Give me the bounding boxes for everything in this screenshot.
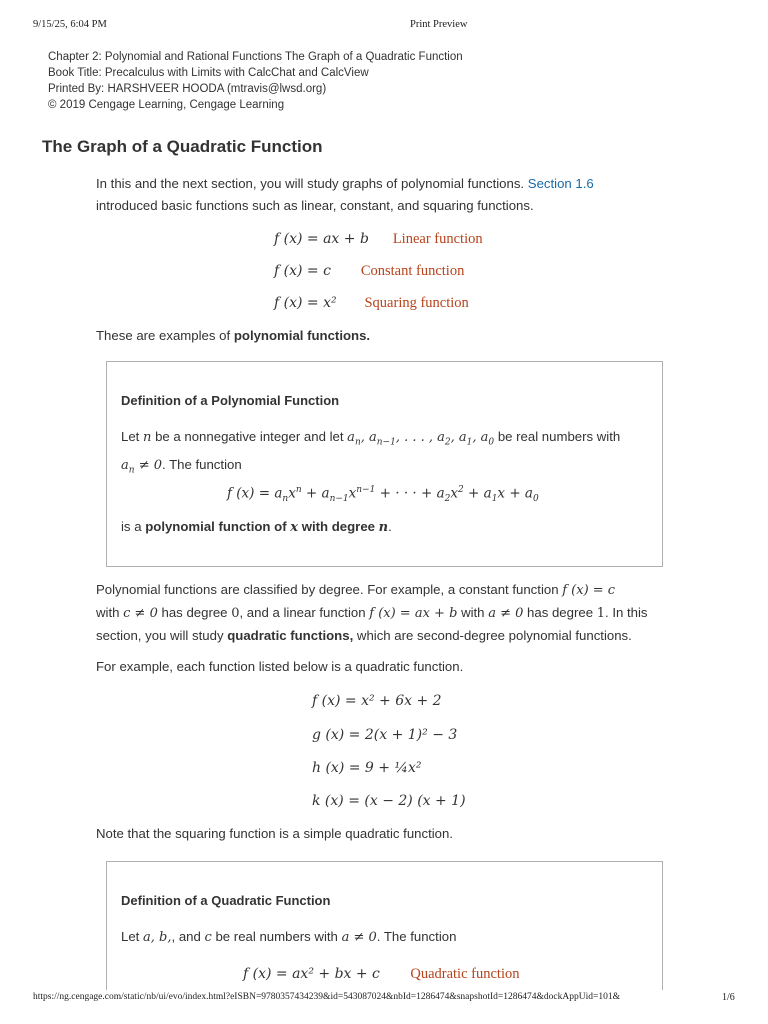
class-t9: which are second-degree polynomial functions. [356, 628, 632, 643]
polynomial-definition-text [121, 426, 646, 481]
class-t2: with [96, 605, 120, 620]
leading-nonzero: $a_n \ne 0$ [121, 457, 162, 476]
quadratic-definition-box [106, 861, 663, 990]
c-var: c [204, 930, 212, 945]
quad-example-g: g (x) = 2(x + 1)² − 3 [312, 727, 458, 743]
quadratic-definition-title: Definition of a Quadratic Function [121, 893, 331, 908]
poly-text-b: be a nonnegative integer and let [155, 429, 344, 444]
examples-bold: polynomial functions. [233, 328, 371, 343]
a-b-vars: a, b, [143, 930, 172, 945]
polynomial-definition-box [106, 361, 663, 567]
quad-example-k: k (x) = (x − 2) (x + 1) [312, 793, 466, 809]
copyright-line: © 2019 Cengage Learning, Cengage Learning [48, 99, 285, 111]
poly-n-var: n [143, 430, 152, 445]
print-preview-title: Print Preview [410, 19, 468, 30]
linear-function-inline: f (x) = ax + b [369, 606, 458, 621]
poly-closing-a: is a [121, 519, 142, 534]
quad-text-function: . The function [376, 929, 457, 944]
poly-closing-x: x [290, 520, 299, 535]
a-nonzero: a ≠ 0 [488, 606, 524, 621]
class-t3: has degree [161, 605, 228, 620]
quadratic-definition-text [121, 926, 646, 949]
poly-let: Let [121, 429, 140, 444]
constant-function-inline: f (x) = c [562, 583, 616, 598]
for-example-line: For example, each function listed below is a quadratic function. [96, 659, 464, 674]
print-date: 9/15/25, 6:04 PM [33, 19, 107, 30]
examples-line [96, 325, 686, 347]
squaring-label: Squaring function [364, 295, 469, 311]
degree-one: 1 [596, 606, 605, 621]
class-t4: , and a linear function [239, 605, 366, 620]
classification-paragraph [96, 579, 676, 647]
class-t6: has degree [527, 605, 594, 620]
linear-function-row [274, 230, 483, 248]
linear-equation: f (x) = ax + b [274, 231, 369, 247]
quad-and: , and [171, 929, 201, 944]
quadratic-label: Quadratic function [410, 966, 520, 982]
polynomial-definition-title: Definition of a Polynomial Function [121, 393, 340, 408]
constant-function-row [274, 262, 464, 280]
class-t8: section, you will study [96, 628, 224, 643]
print-url: https://ng.cengage.com/static/nb/ui/evo/index.html?eISBN=9780357434239&id=543087024&nbId=1286474&snapshotId=1286474&dockAppUid=101& [33, 992, 620, 1002]
printed-by-line: Printed By: HARSHVEER HOODA (mtravis@lwsd.org) [48, 83, 327, 95]
intro-text-2: introduced basic functions such as linear, constant, and squaring functions. [96, 198, 534, 213]
polynomial-general-equation: f $(x) = a_nx^n + a_{n-1}x^{n-1}$ + · · · + $a_2x^2 + a_1x + a_0$ [227, 485, 539, 505]
poly-closing-end: . [388, 519, 392, 534]
linear-label: Linear function [392, 231, 483, 247]
poly-closing-bold1: polynomial function of [145, 519, 287, 534]
poly-closing-n: n [378, 520, 389, 535]
page-number: 1/6 [722, 992, 735, 1003]
examples-prefix: These are examples of [96, 328, 231, 343]
class-t1: Polynomial functions are classified by degree. For example, a constant function [96, 582, 559, 597]
note-line: Note that the squaring function is a simple quadratic function. [96, 826, 454, 841]
squaring-equation: f (x) = x² [274, 295, 337, 311]
quadratic-general-row [243, 965, 519, 983]
chapter-line: Chapter 2: Polynomial and Rational Functions The Graph of a Quadratic Function [48, 51, 463, 63]
constant-label: Constant function [360, 263, 465, 279]
section-link[interactable]: Section 1.6 [527, 176, 594, 191]
quadratic-general-equation: f (x) = ax² + bx + c [243, 966, 380, 982]
polynomial-definition-closing [121, 516, 646, 539]
class-t7: . In this [605, 605, 648, 620]
quad-let: Let [121, 929, 140, 944]
quad-example-f: f (x) = x² + 6x + 2 [312, 693, 442, 709]
book-title-line: Book Title: Precalculus with Limits with CalcChat and CalcView [48, 67, 369, 79]
page-title: The Graph of a Quadratic Function [42, 137, 323, 156]
quad-example-h: h (x) = 9 + ¼x² [312, 760, 422, 776]
c-nonzero: c ≠ 0 [123, 606, 158, 621]
constant-equation: f (x) = c [274, 263, 331, 279]
degree-zero: 0 [231, 606, 240, 621]
document-meta [48, 49, 463, 113]
class-t5: with [461, 605, 485, 620]
poly-closing-bold2: with degree [301, 519, 375, 534]
a-nonzero-quad: a ≠ 0 [341, 930, 377, 945]
squaring-function-row [274, 294, 469, 312]
poly-text-function: . The function [162, 456, 242, 472]
coefficient-list: $a_n$, $a_{n-1}$, . . . , $a_2$, $a_1$, $a_0$ [347, 430, 495, 448]
intro-paragraph [96, 173, 686, 217]
poly-text-c: be real numbers with [497, 429, 621, 444]
quad-text-c: be real numbers with [215, 929, 338, 944]
quadratic-functions-bold: quadratic functions, [227, 628, 354, 643]
intro-text-1: In this and the next section, you will study graphs of polynomial functions. [96, 176, 525, 191]
